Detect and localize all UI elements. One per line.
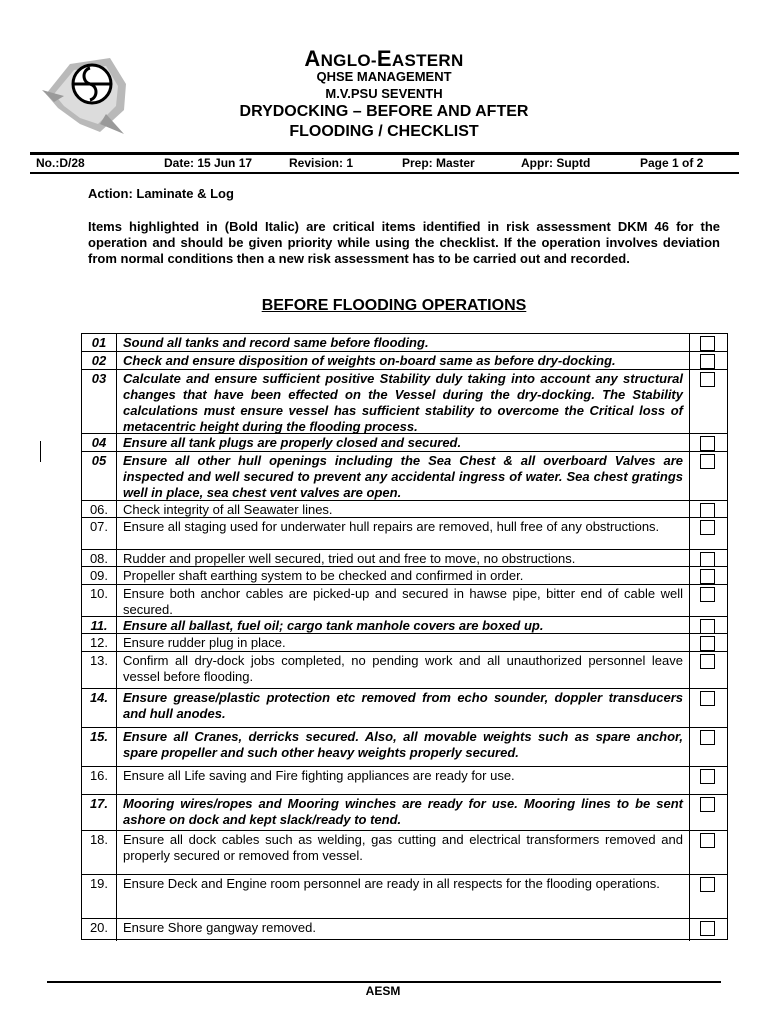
vessel-name: M.V.PSU SEVENTH: [325, 86, 443, 101]
item-text: Rudder and propeller well secured, tried out and free to move, no obstructions.: [123, 551, 576, 566]
checkbox-cell: [689, 550, 727, 566]
doc-number: No.:D/28: [36, 156, 85, 170]
checkbox-cell: [689, 334, 727, 351]
checkbox-cell: [689, 434, 727, 451]
item-checkbox[interactable]: [700, 336, 715, 351]
item-text: Check and ensure disposition of weights on-board same as before dry-docking.: [123, 353, 616, 368]
checkbox-cell: [689, 831, 727, 874]
table-row: [82, 918, 727, 941]
table-row: [82, 351, 727, 369]
item-text: Ensure grease/plastic protection etc removed from echo sounder, doppler transducers and hull anodes.: [123, 690, 683, 721]
table-row: [82, 369, 727, 433]
checkbox-cell: [689, 689, 727, 727]
checkbox-cell: [689, 585, 727, 616]
item-text: Calculate and ensure sufficient positive Stability duly taking into account any structural changes that have been effected on the Vessel during the dry-docking. The Stability calculations must ensure vessel has sufficient stability to overcome the Critical loss of metacentric height during the flooding process.: [123, 371, 683, 434]
item-checkbox[interactable]: [700, 503, 715, 518]
table-row: [82, 451, 727, 500]
item-checkbox[interactable]: [700, 833, 715, 848]
table-row: [82, 651, 727, 688]
item-number: 12.: [82, 634, 117, 651]
item-number: 16.: [82, 767, 117, 794]
item-checkbox[interactable]: [700, 797, 715, 812]
item-number: 11.: [82, 617, 117, 633]
item-checkbox[interactable]: [700, 619, 715, 634]
item-text: Ensure all tank plugs are properly closed and secured.: [123, 435, 462, 450]
table-row: [82, 830, 727, 874]
item-text: Mooring wires/ropes and Mooring winches are ready for use. Mooring lines to be sent ashore on dock and kept slack/ready to tend.: [123, 796, 683, 827]
doc-revision: Revision: 1: [289, 156, 354, 170]
item-checkbox[interactable]: [700, 730, 715, 745]
checkbox-cell: [689, 617, 727, 633]
item-checkbox[interactable]: [700, 436, 715, 451]
item-checkbox[interactable]: [700, 587, 715, 602]
item-checkbox[interactable]: [700, 691, 715, 706]
item-number: 03: [82, 370, 117, 433]
critical-items-note: Items highlighted in (Bold Italic) are critical items identified in risk assessment DKM 46 for the operation and should be given priority while using the checklist. If the operation involves deviation from normal conditions then a new risk assessment has to be carried out and recorded.: [88, 219, 720, 266]
company-name: ANGLO-EASTERN: [304, 46, 464, 71]
item-checkbox[interactable]: [700, 569, 715, 584]
doc-prepared-by: Prep: Master: [402, 156, 475, 170]
table-row: [82, 727, 727, 766]
item-checkbox[interactable]: [700, 454, 715, 469]
table-row: [82, 334, 727, 351]
item-checkbox[interactable]: [700, 372, 715, 387]
doc-date: Date: 15 Jun 17: [164, 156, 253, 170]
section-title: BEFORE FLOODING OPERATIONS: [261, 297, 527, 314]
document-info-bar: [30, 156, 739, 172]
checkbox-cell: [689, 567, 727, 584]
table-row: [82, 794, 727, 830]
table-row: [82, 584, 727, 616]
table-row: [82, 633, 727, 651]
item-text: Ensure Shore gangway removed.: [123, 920, 316, 935]
table-row: [82, 874, 727, 918]
table-row: [82, 549, 727, 566]
footer-rule: [47, 981, 721, 983]
item-text: Ensure all ballast, fuel oil; cargo tank manhole covers are boxed up.: [123, 618, 544, 633]
table-row: [82, 566, 727, 584]
item-text: Ensure all dock cables such as welding, gas cutting and electrical transformers removed and properly secured or removed from vessel.: [123, 832, 683, 863]
item-number: 18.: [82, 831, 117, 874]
document-title-line1: DRYDOCKING – BEFORE AND AFTER: [239, 103, 529, 120]
item-number: 13.: [82, 652, 117, 688]
item-text: Sound all tanks and record same before flooding.: [123, 335, 429, 350]
item-number: 10.: [82, 585, 117, 616]
checkbox-cell: [689, 728, 727, 766]
item-number: 20.: [82, 919, 117, 941]
item-number: 06.: [82, 501, 117, 517]
action-line: Action: Laminate & Log: [88, 186, 234, 201]
checkbox-cell: [689, 652, 727, 688]
checkbox-cell: [689, 518, 727, 549]
checklist-table: [81, 333, 728, 940]
item-text: Ensure all Cranes, derricks secured. Also, all movable weights such as spare anchor, spare propeller and such other heavy weights properly secured.: [123, 729, 683, 760]
item-text: Ensure all other hull openings including the Sea Chest & all overboard Valves are inspected and well secured to prevent any accidental ingress of water. Sea chest gratings well in place, sea chest vent valves are open.: [123, 453, 683, 500]
header-rule-top: [30, 152, 739, 155]
checkbox-cell: [689, 919, 727, 941]
table-row: [82, 688, 727, 727]
table-row: [82, 433, 727, 451]
checkbox-cell: [689, 501, 727, 517]
item-text: Ensure both anchor cables are picked-up and secured in hawse pipe, bitter end of cable well secured.: [123, 586, 683, 617]
item-number: 05: [82, 452, 117, 500]
item-number: 04: [82, 434, 117, 451]
item-number: 09.: [82, 567, 117, 584]
item-number: 19.: [82, 875, 117, 918]
department-title: QHSE MANAGEMENT: [316, 69, 452, 84]
doc-page: Page 1 of 2: [640, 156, 704, 170]
item-text: Ensure Deck and Engine room personnel are ready in all respects for the flooding operations.: [123, 876, 660, 891]
checkbox-cell: [689, 352, 727, 369]
checkbox-cell: [689, 634, 727, 651]
checkbox-cell: [689, 370, 727, 433]
item-text: Ensure all staging used for underwater hull repairs are removed, hull free of any obstructions.: [123, 519, 660, 534]
item-checkbox[interactable]: [700, 354, 715, 369]
item-checkbox[interactable]: [700, 520, 715, 535]
table-row: [82, 766, 727, 794]
item-number: 02: [82, 352, 117, 369]
item-number: 07.: [82, 518, 117, 549]
item-text: Ensure all Life saving and Fire fighting appliances are ready for use.: [123, 768, 515, 783]
checkbox-cell: [689, 795, 727, 830]
document-title-line2: FLOODING / CHECKLIST: [289, 123, 479, 140]
item-number: 14.: [82, 689, 117, 727]
item-text: Ensure rudder plug in place.: [123, 635, 286, 650]
header-rule-bottom: [30, 172, 739, 174]
item-number: 17.: [82, 795, 117, 830]
item-text: Check integrity of all Seawater lines.: [123, 502, 333, 517]
checkbox-cell: [689, 875, 727, 918]
item-number: 01: [82, 334, 117, 351]
table-row: [82, 616, 727, 633]
item-checkbox[interactable]: [700, 921, 715, 936]
table-row: [82, 500, 727, 517]
checkbox-cell: [689, 767, 727, 794]
doc-approved-by: Appr: Suptd: [521, 156, 591, 170]
margin-mark: [40, 441, 41, 462]
item-checkbox[interactable]: [700, 877, 715, 892]
table-row: [82, 517, 727, 549]
item-number: 08.: [82, 550, 117, 566]
item-checkbox[interactable]: [700, 654, 715, 669]
item-checkbox[interactable]: [700, 636, 715, 651]
item-number: 15.: [82, 728, 117, 766]
footer-text: AESM: [365, 984, 401, 998]
item-text: Confirm all dry-dock jobs completed, no pending work and all unauthorized personnel leave vessel before flooding.: [123, 653, 683, 684]
item-text: Propeller shaft earthing system to be checked and confirmed in order.: [123, 568, 524, 583]
item-checkbox[interactable]: [700, 769, 715, 784]
item-checkbox[interactable]: [700, 552, 715, 567]
checkbox-cell: [689, 452, 727, 500]
